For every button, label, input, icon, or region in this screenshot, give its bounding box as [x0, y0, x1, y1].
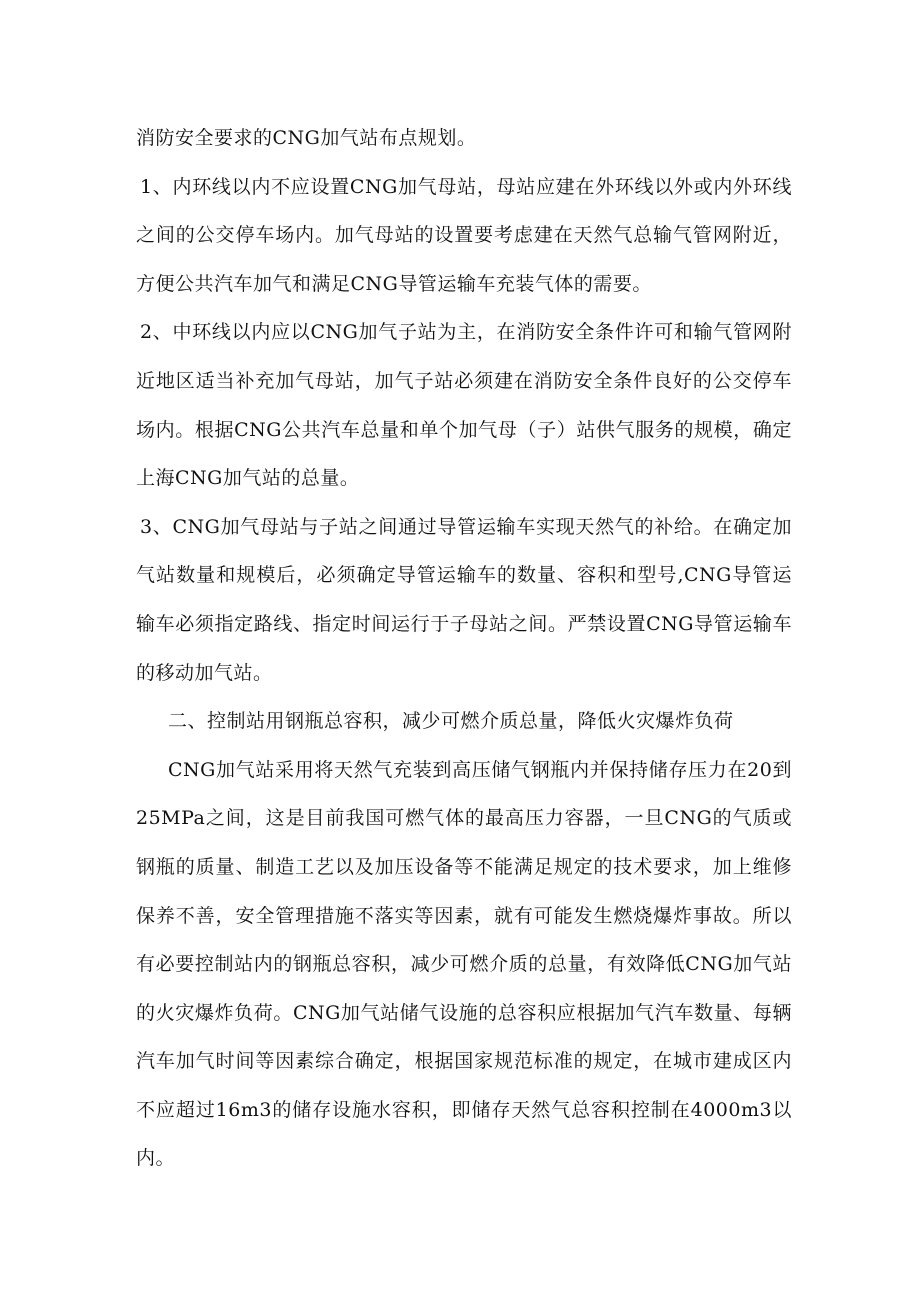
paragraph-body: CNG加气站采用将天然气充装到高压储气钢瓶内并保持储存压力在20到25MPa之间，这是目前我国可燃气体的最高压力容器，一旦CNG的气质或钢瓶的质量、制造工艺以及加压设备等不能满足规定的技术要求，加上维修保养不善，安全管理措施不落实等因素，就有可能发生燃烧爆炸事故。所以有必要控制站内的钢瓶总容积，减少可燃介质的总量，有效降低CNG加气站的火灾爆炸负荷。CNG加气站储气设施的总容积应根据加气汽车数量、每辆汽车加气时间等因素综合确定，根据国家规范标准的规定，在城市建成区内不应超过16m3的储存设施水容积，即储存天然气总容积控制在4000m3以内。 — [136, 758, 792, 1170]
paragraph-intro: 消防安全要求的CNG加气站布点规划。 — [136, 127, 477, 149]
paragraph-item-3: 3、CNG加气母站与子站之间通过导管运输车实现天然气的补给。在确定加气站数量和规模后，必须确定导管运输车的数量、容积和型号,CNG导管运输车必须指定路线、指定时间运行于子母站之间。严禁设置CNG导管运输车的移动加气站。 — [136, 515, 792, 684]
paragraph-item-1: 1、内环线以内不应设置CNG加气母站，母站应建在外环线以外或内外环线之间的公交停车场内。加气母站的设置要考虑建在天然气总输气管网附近，方便公共汽车加气和满足CNG导管运输车充装气体的需要。 — [136, 175, 792, 295]
section-heading-2: 二、控制站用钢瓶总容积，减少可燃介质总量，降低火灾爆炸负荷 — [168, 710, 734, 733]
document-page — [136, 114, 792, 1183]
paragraph-item-2: 2、中环线以内应以CNG加气子站为主，在消防安全条件许可和输气管网附近地区适当补充加气母站，加气子站必须建在消防安全条件良好的公交停车场内。根据CNG公共汽车总量和单个加气母（子）站供气服务的规模，确定上海CNG加气站的总量。 — [136, 321, 792, 490]
